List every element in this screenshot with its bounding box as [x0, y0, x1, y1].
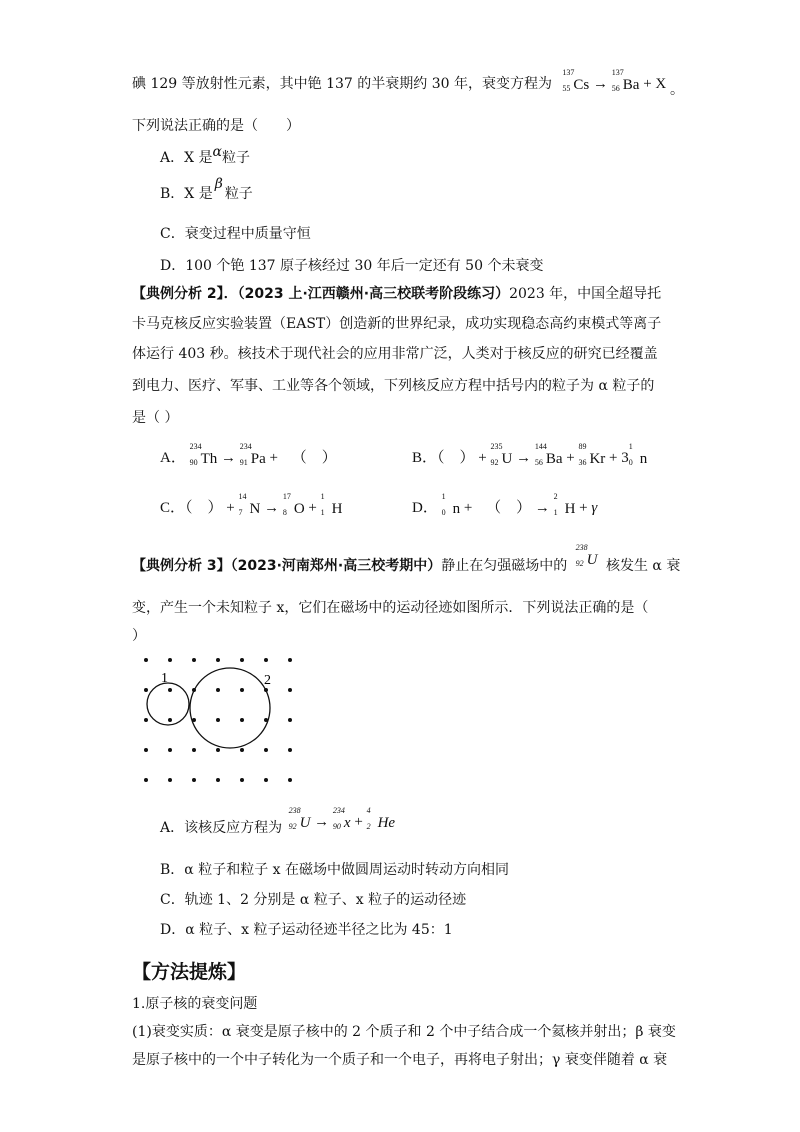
field-dot: [288, 658, 292, 662]
method-paragraph-line2: 是原子核中的一个中子转化为一个质子和一个电子，再将电子射出；γ 衰变伴随着 α 衰: [132, 1052, 668, 1068]
q1-decay-equation: 137 55 Cs → 137 56 Ba + X: [562, 67, 667, 93]
field-dot: [168, 748, 172, 752]
track-1-label: 1: [161, 671, 168, 686]
field-dot: [288, 778, 292, 782]
field-dot: [144, 658, 148, 662]
q2-option-b: B．（ ） + 235 92 U → 144 56 Ba + 89 36 Kr + 3 1 0 n: [412, 441, 648, 467]
field-dot: [144, 748, 148, 752]
track-1-circle: [147, 683, 189, 725]
q1-intro-line: 碘 129 等放射性元素，其中铯 137 的半衰期约 30 年，衰变方程为 137 55 Cs → 137 56 Ba + X 。: [132, 67, 684, 98]
field-dot: [240, 778, 244, 782]
q2-option-a: A． 234 90 Th → 234 91 Pa + （ ）: [160, 441, 337, 467]
field-dot: [216, 778, 220, 782]
field-dot: [264, 778, 268, 782]
field-dot: [168, 658, 172, 662]
field-dot: [144, 778, 148, 782]
field-dot: [168, 778, 172, 782]
q1-option-b: B．X 是β粒子: [160, 176, 253, 202]
method-title: 【方法提炼】: [132, 961, 247, 983]
q3-line3: ）: [132, 628, 146, 644]
q3-option-d: D．α 粒子、x 粒子运动径迹半径之比为 45：1: [160, 922, 453, 938]
q2-option-d: D． 1 0 n + （ ） → 2 1 H + γ: [412, 491, 598, 517]
field-dot: [288, 748, 292, 752]
q2-line3: 体运行 403 秒。核技术于现代社会的应用非常广泛，人类对于核反应的研究已经覆盖: [132, 346, 658, 362]
q2-line5: 是（ ）: [132, 410, 179, 426]
field-dot: [288, 688, 292, 692]
field-dot: [288, 718, 292, 722]
q2-option-c: C．（ ） + 14 7 N → 17 8 O + 1 1 H: [160, 491, 343, 517]
field-dot: [168, 718, 172, 722]
field-dot: [192, 748, 196, 752]
field-dot: [240, 658, 244, 662]
field-dot: [240, 688, 244, 692]
field-dot: [192, 658, 196, 662]
q3-line2: 变，产生一个未知粒子 x，它们在磁场中的运动径迹如图所示．下列说法正确的是（: [132, 600, 649, 616]
q3-option-b: B．α 粒子和粒子 x 在磁场中做圆周运动时转动方向相同: [160, 862, 509, 878]
q3-line1: 【典例分析 3】（2023·河南郑州·高三校考期中）静止在匀强磁场中的 238 92 U 核发生 α 衰: [132, 543, 681, 574]
field-dot: [264, 658, 268, 662]
field-dot: [216, 658, 220, 662]
q2-tag: 【典例分析 2】．（2023 上·江西赣州·高三校联考阶段练习）: [132, 286, 510, 302]
field-dot: [144, 718, 148, 722]
method-subtitle: 1.原子核的衰变问题: [132, 996, 258, 1012]
q3-option-c: C．轨迹 1、2 分别是 α 粒子、x 粒子的运动径迹: [160, 892, 467, 908]
q1-option-c: C．衰变过程中质量守恒: [160, 226, 311, 242]
track-2-circle: [190, 668, 270, 748]
q2-line1: 【典例分析 2】．（2023 上·江西赣州·高三校联考阶段练习）2023 年，中国全超导托: [132, 286, 662, 302]
q1-option-a: A．X 是α粒子: [160, 144, 250, 166]
q2-line2: 卡马克核反应实验装置（EAST）创造新的世界纪录，成功实现稳态高约束模式等离子: [132, 316, 662, 332]
field-dot: [240, 718, 244, 722]
method-paragraph-line1: (1)衰变实质：α 衰变是原子核中的 2 个质子和 2 个中子结合成一个氦核并射出；β 衰变: [132, 1024, 676, 1040]
field-dot: [192, 778, 196, 782]
track-2-label: 2: [264, 673, 271, 688]
q1-intro: 碘 129 等放射性元素，其中铯 137 的半衰期约 30 年，衰变方程为: [132, 76, 552, 92]
field-dot: [240, 748, 244, 752]
q3-option-a: A．该核反应方程为 238 92 U → 234 90 x + 4 2 He: [160, 805, 396, 836]
q3-tag: 【典例分析 3】（2023·河南郑州·高三校考期中）: [132, 558, 442, 574]
field-dot: [216, 718, 220, 722]
q1-stem: 下列说法正确的是（ ）: [132, 118, 300, 134]
field-dot: [216, 688, 220, 692]
q1-option-d: D．100 个铯 137 原子核经过 30 年后一定还有 50 个未衰变: [160, 258, 544, 274]
magnetic-field-figure: [136, 652, 306, 782]
field-dot: [144, 688, 148, 692]
field-dot: [264, 748, 268, 752]
q2-line4: 到电力、医疗、军事、工业等各个领域，下列核反应方程中括号内的粒子为 α 粒子的: [132, 378, 655, 394]
field-dot: [216, 748, 220, 752]
field-dot: [168, 688, 172, 692]
